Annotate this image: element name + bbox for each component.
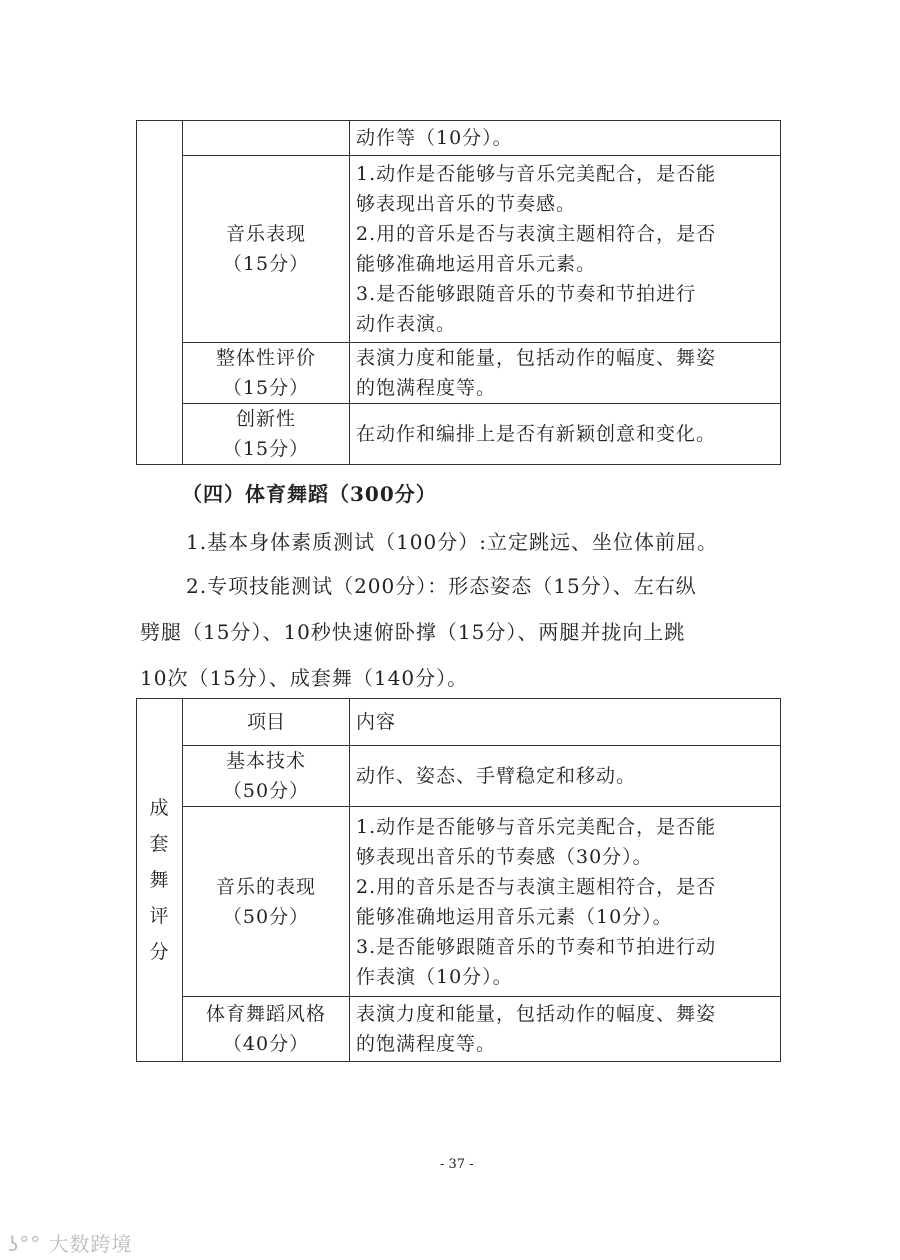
side-cell [137,121,183,465]
side-label: 成 套 舞 评 分 [137,699,183,1062]
page-number: - 37 - [440,1157,474,1172]
item-cell: 音乐的表现 （50分） [183,807,350,997]
table-row [137,404,781,465]
section-heading: （四）体育舞蹈（300分） [182,482,437,506]
table-row [137,807,781,997]
item-cell: 整体性评价 （15分） [183,343,350,404]
item-cell: 体育舞蹈风格 （40分） [183,997,350,1062]
scoring-table-1 [136,120,781,465]
item-cell: 创新性 （15分） [183,404,350,465]
content-cell: 在动作和编排上是否有新颖创意和变化。 [350,404,781,465]
table-row [137,343,781,404]
content-cell: 动作等（10分）。 [350,121,781,156]
paragraph: 1.基本身体素质测试（100分）:立定跳远、坐位体前屈。 [186,530,718,554]
watermark-text: 大数跨境 [48,1232,133,1256]
watermark [8,1228,133,1257]
watermark-logo-icon: ʖ°° [8,1232,49,1256]
content-cell: 1.动作是否能够与音乐完美配合，是否能 够表现出音乐的节奏感。 2.用的音乐是否与表演主题相符合，是否 能够准确地运用音乐元素。 3.是否能够跟随音乐的节奏和节拍进行 动作表演。 [350,156,781,343]
table-row [137,121,781,156]
header-item: 项目 [183,699,350,746]
paragraph: 2.专项技能测试（200分）：形态姿态（15分）、左右纵 [186,574,697,598]
item-cell [183,121,350,156]
paragraph: 10次（15分）、成套舞（140分）。 [140,666,469,690]
content-cell: 1.动作是否能够与音乐完美配合，是否能 够表现出音乐的节奏感（30分）。 2.用的音乐是否与表演主题相符合，是否 能够准确地运用音乐元素（10分）。 3.是否能够跟随音乐的节奏和节拍进行动 作表演（10分）。 [350,807,781,997]
item-cell: 基本技术 （50分） [183,746,350,807]
content-cell: 表演力度和能量，包括动作的幅度、舞姿 的饱满程度等。 [350,997,781,1062]
item-cell: 音乐表现 （15分） [183,156,350,343]
paragraph: 劈腿（15分）、10秒快速俯卧撑（15分）、两腿并拢向上跳 [140,620,686,644]
content-cell: 动作、姿态、手臂稳定和移动。 [350,746,781,807]
content-cell: 表演力度和能量，包括动作的幅度、舞姿 的饱满程度等。 [350,343,781,404]
header-content: 内容 [350,699,781,746]
table-row [137,156,781,343]
table-row [137,746,781,807]
table-row [137,997,781,1062]
scoring-table-2 [136,698,781,1062]
table-header-row [137,699,781,746]
